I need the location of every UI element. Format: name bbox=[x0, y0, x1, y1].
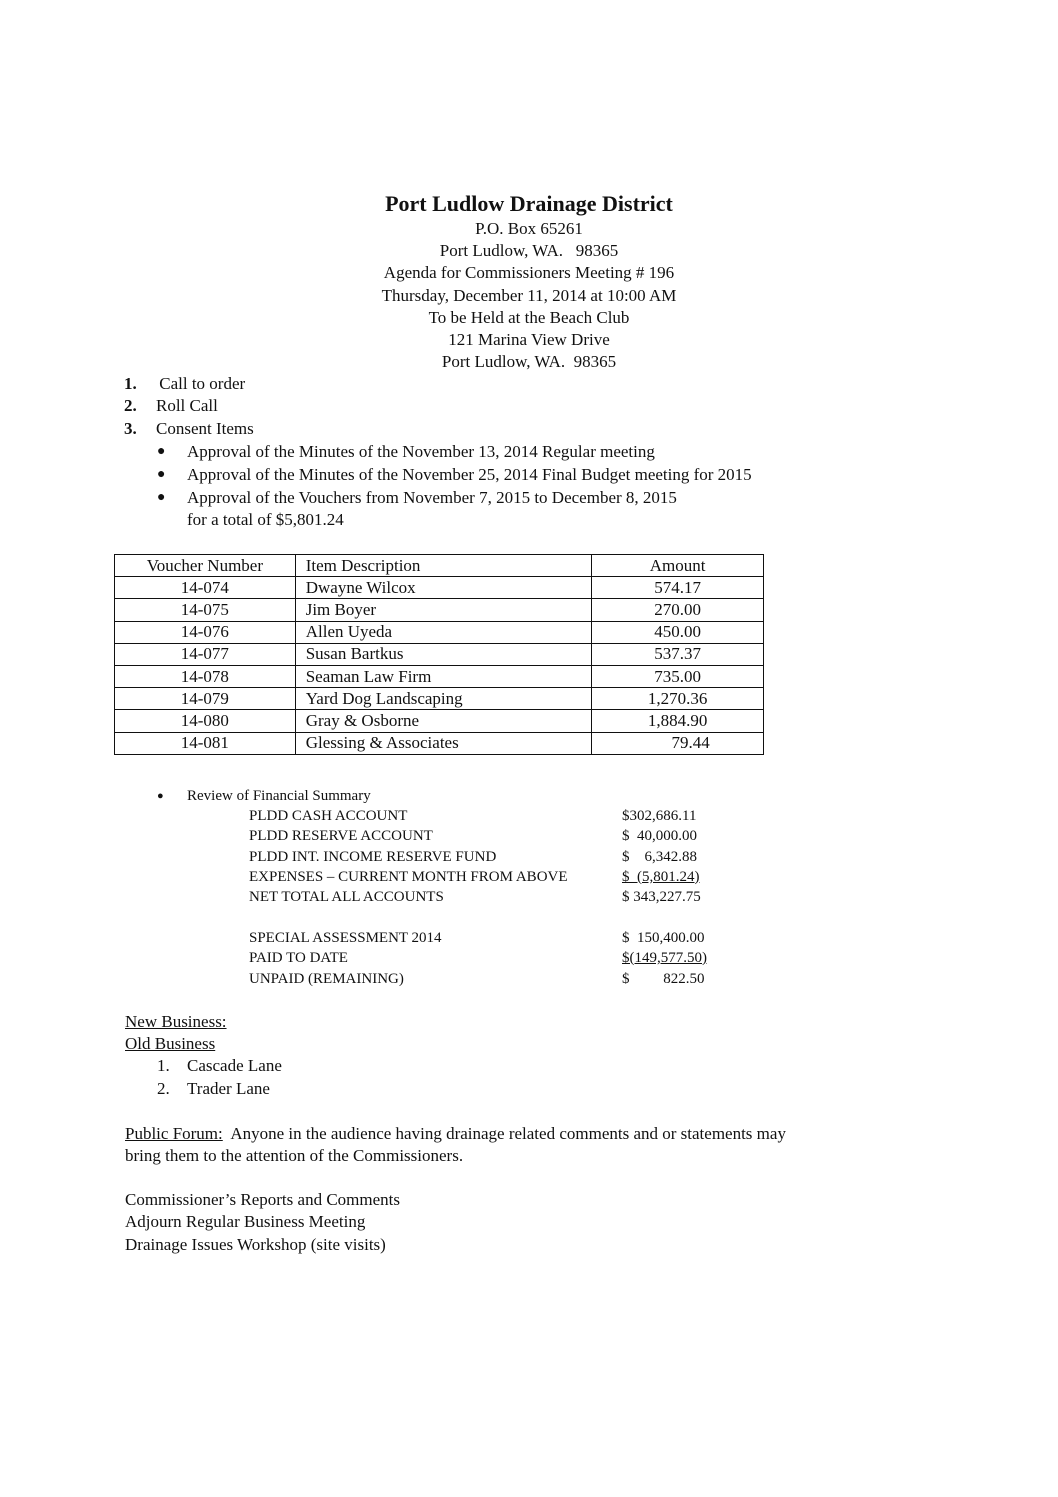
item-description-cell: Glessing & Associates bbox=[295, 732, 592, 754]
item-description-cell: Yard Dog Landscaping bbox=[295, 688, 592, 710]
old-business-number: 2. bbox=[157, 1079, 170, 1098]
account-value: $ 343,227.75 bbox=[622, 889, 701, 905]
item-description-cell: Allen Uyeda bbox=[295, 621, 592, 643]
meeting-title: Agenda for Commissioners Meeting # 196 bbox=[383, 263, 675, 283]
table-row bbox=[115, 643, 764, 665]
agenda-number: 1. bbox=[124, 374, 137, 393]
old-business-number: 1. bbox=[157, 1056, 170, 1075]
bullet-icon: ● bbox=[157, 790, 164, 802]
bullet-icon: ● bbox=[157, 444, 166, 459]
voucher-number-cell: 14-079 bbox=[115, 688, 296, 710]
meeting-location: To be Held at the Beach Club bbox=[428, 307, 630, 327]
bullet-icon: ● bbox=[157, 490, 166, 505]
amount-cell: 79.44 bbox=[592, 732, 764, 754]
table-row bbox=[115, 665, 764, 687]
amount-cell: 735.00 bbox=[592, 665, 764, 687]
amount-cell: 270.00 bbox=[592, 599, 764, 621]
new-business-heading: New Business: bbox=[125, 1012, 227, 1031]
document-header bbox=[0, 190, 1058, 373]
consent-minutes-nov25: Approval of the Minutes of the November 25, 2014 Final Budget meeting for 2015 bbox=[187, 465, 752, 484]
public-forum-line-1 bbox=[125, 1123, 786, 1145]
table-row bbox=[115, 710, 764, 732]
voucher-number-cell: 14-075 bbox=[115, 599, 296, 621]
account-value: $302,686.11 bbox=[622, 808, 697, 824]
table-row bbox=[115, 621, 764, 643]
old-business-item-cascade-lane: Cascade Lane bbox=[187, 1056, 282, 1075]
public-forum-label: Public Forum: bbox=[125, 1124, 223, 1143]
account-label: PLDD RESERVE ACCOUNT bbox=[249, 828, 433, 844]
amount-cell: 450.00 bbox=[592, 621, 764, 643]
item-description-cell: Susan Bartkus bbox=[295, 643, 592, 665]
amount-cell: 1,884.90 bbox=[592, 710, 764, 732]
amount-cell: 574.17 bbox=[592, 577, 764, 599]
agenda-number: 2. bbox=[124, 396, 137, 415]
voucher-table bbox=[114, 554, 764, 755]
assessment-label: UNPAID (REMAINING) bbox=[249, 971, 404, 987]
table-header-row bbox=[115, 555, 764, 577]
agenda-item-call-to-order: Call to order bbox=[155, 374, 246, 393]
voucher-number-cell: 14-074 bbox=[115, 577, 296, 599]
location-street: 121 Marina View Drive bbox=[448, 330, 610, 350]
account-value: $ 40,000.00 bbox=[622, 828, 697, 844]
city-state-zip: Port Ludlow, WA. 98365 bbox=[439, 241, 619, 261]
account-label: PLDD CASH ACCOUNT bbox=[249, 808, 408, 824]
item-description-cell: Gray & Osborne bbox=[295, 710, 592, 732]
account-label: EXPENSES – CURRENT MONTH FROM ABOVE bbox=[249, 869, 568, 885]
item-description-cell: Seaman Law Firm bbox=[295, 665, 592, 687]
table-row bbox=[115, 599, 764, 621]
meeting-date: Thursday, December 11, 2014 at 10:00 AM bbox=[381, 285, 677, 305]
voucher-number-cell: 14-081 bbox=[115, 732, 296, 754]
account-label: PLDD INT. INCOME RESERVE FUND bbox=[249, 849, 497, 865]
agenda-item-roll-call: Roll Call bbox=[156, 396, 218, 415]
table-row bbox=[115, 732, 764, 754]
commissioners-reports: Commissioner’s Reports and Comments bbox=[125, 1190, 400, 1209]
agenda-number: 3. bbox=[124, 419, 137, 438]
account-label: NET TOTAL ALL ACCOUNTS bbox=[249, 889, 444, 905]
assessment-value: $ 822.50 bbox=[622, 971, 705, 987]
agenda-item-consent: Consent Items bbox=[156, 419, 254, 438]
voucher-number-cell: 14-080 bbox=[115, 710, 296, 732]
item-description-cell: Jim Boyer bbox=[295, 599, 592, 621]
district-title: Port Ludlow Drainage District bbox=[385, 191, 673, 216]
column-header-voucher-number: Voucher Number bbox=[115, 555, 296, 577]
po-box: P.O. Box 65261 bbox=[475, 219, 583, 238]
account-value: $ 6,342.88 bbox=[622, 849, 697, 865]
assessment-label: SPECIAL ASSESSMENT 2014 bbox=[249, 930, 442, 946]
consent-vouchers: Approval of the Vouchers from November 7, 2015 to December 8, 2015 bbox=[187, 488, 677, 507]
old-business-heading: Old Business bbox=[125, 1034, 216, 1053]
adjourn-meeting: Adjourn Regular Business Meeting bbox=[125, 1212, 366, 1231]
drainage-workshop: Drainage Issues Workshop (site visits) bbox=[125, 1235, 386, 1254]
column-header-item-description: Item Description bbox=[295, 555, 592, 577]
voucher-number-cell: 14-077 bbox=[115, 643, 296, 665]
amount-cell: 1,270.36 bbox=[592, 688, 764, 710]
location-city: Port Ludlow, WA. 98365 bbox=[441, 352, 617, 372]
table-row bbox=[115, 577, 764, 599]
public-forum-text: Anyone in the audience having drainage related comments and or statements may bbox=[222, 1124, 786, 1143]
assessment-value: $ 150,400.00 bbox=[622, 930, 705, 946]
column-header-amount: Amount bbox=[592, 555, 764, 577]
voucher-number-cell: 14-078 bbox=[115, 665, 296, 687]
assessment-value: $(149,577.50) bbox=[622, 950, 707, 966]
item-description-cell: Dwayne Wilcox bbox=[295, 577, 592, 599]
public-forum-line-2: bring them to the attention of the Commissioners. bbox=[125, 1146, 464, 1165]
financial-summary-heading: Review of Financial Summary bbox=[187, 788, 371, 804]
amount-cell: 537.37 bbox=[592, 643, 764, 665]
consent-minutes-nov13: Approval of the Minutes of the November 13, 2014 Regular meeting bbox=[187, 442, 655, 461]
old-business-item-trader-lane: Trader Lane bbox=[187, 1079, 270, 1098]
bullet-icon: ● bbox=[157, 467, 166, 482]
table-row bbox=[115, 688, 764, 710]
voucher-total: for a total of $5,801.24 bbox=[187, 510, 344, 529]
account-value: $ (5,801.24) bbox=[622, 869, 700, 885]
assessment-label: PAID TO DATE bbox=[249, 950, 348, 966]
voucher-number-cell: 14-076 bbox=[115, 621, 296, 643]
